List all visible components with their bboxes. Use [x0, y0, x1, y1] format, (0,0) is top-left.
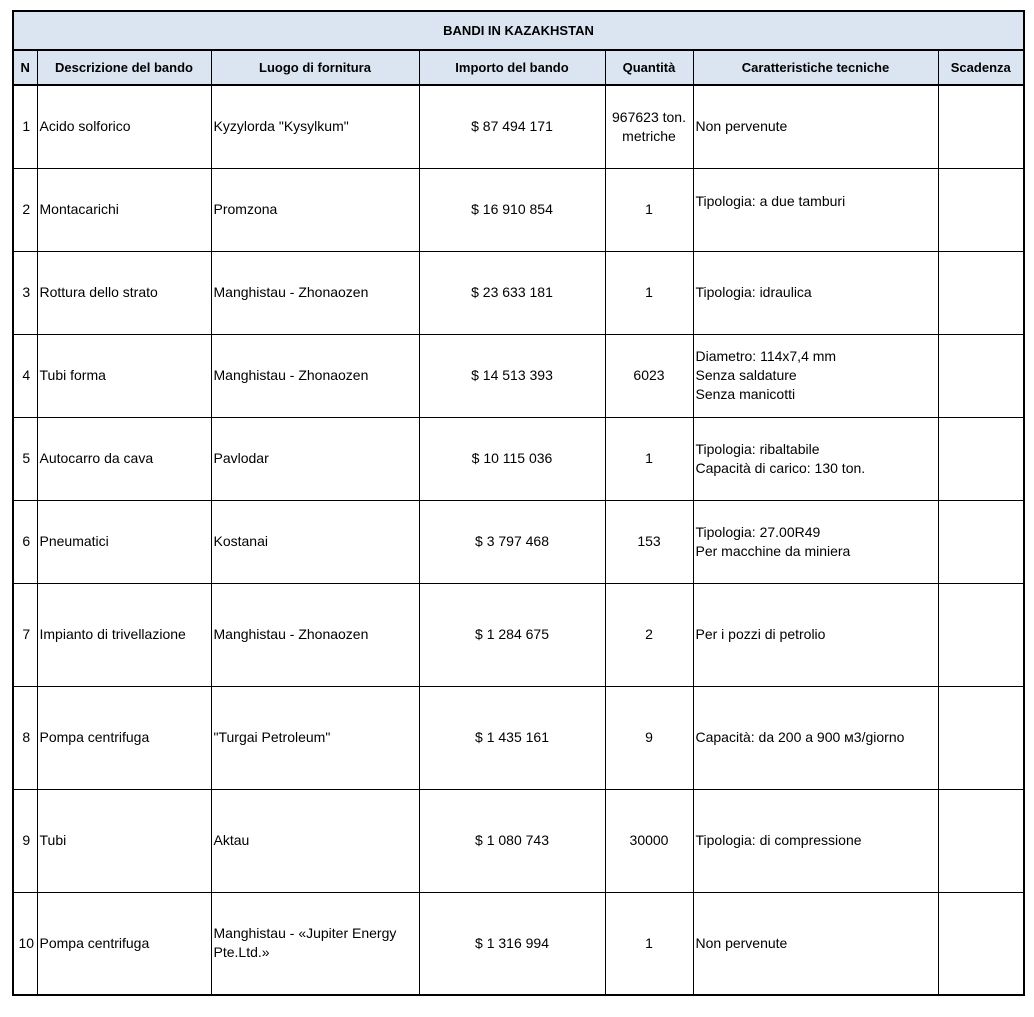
cell-scadenza: [938, 417, 1024, 500]
table-title: BANDI IN KAZAKHSTAN: [13, 11, 1024, 50]
cell-luogo: Promzona: [211, 168, 419, 251]
cell-descrizione: Pompa centrifuga: [37, 686, 211, 789]
cell-luogo: Kostanai: [211, 500, 419, 583]
cell-descrizione: Autocarro da cava: [37, 417, 211, 500]
table-row: [13, 892, 1024, 995]
cell-luogo: "Turgai Petroleum": [211, 686, 419, 789]
cell-importo: $ 1 316 994: [419, 892, 605, 995]
header-luogo: Luogo di fornitura: [211, 50, 419, 85]
cell-importo: $ 1 080 743: [419, 789, 605, 892]
header-n: N: [13, 50, 37, 85]
cell-n: 6: [13, 500, 37, 583]
cell-n: 2: [13, 168, 37, 251]
cell-scadenza: [938, 334, 1024, 417]
cell-quantita: 2: [605, 583, 693, 686]
header-importo: Importo del bando: [419, 50, 605, 85]
table-row: [13, 417, 1024, 500]
cell-luogo: Manghistau - Zhonaozen: [211, 583, 419, 686]
header-tecniche: Caratteristiche tecniche: [693, 50, 938, 85]
cell-descrizione: Pneumatici: [37, 500, 211, 583]
cell-tecniche: Capacità: da 200 a 900 м3/giorno: [693, 686, 938, 789]
cell-descrizione: Tubi forma: [37, 334, 211, 417]
cell-quantita: 6023: [605, 334, 693, 417]
header-quantita: Quantità: [605, 50, 693, 85]
cell-descrizione: Acido solforico: [37, 85, 211, 168]
table-row: [13, 85, 1024, 168]
cell-luogo: Manghistau - «Jupiter Energy Pte.Ltd.»: [211, 892, 419, 995]
cell-luogo: Manghistau - Zhonaozen: [211, 334, 419, 417]
cell-tecniche: Tipologia: a due tamburi: [693, 168, 938, 251]
header-scadenza: Scadenza: [938, 50, 1024, 85]
table-row: [13, 251, 1024, 334]
cell-n: 8: [13, 686, 37, 789]
cell-descrizione: Pompa centrifuga: [37, 892, 211, 995]
cell-tecniche: Tipologia: di compressione: [693, 789, 938, 892]
tenders-table: [12, 10, 1025, 996]
cell-tecniche: Diametro: 114x7,4 mm Senza saldature Senza manicotti: [693, 334, 938, 417]
cell-n: 1: [13, 85, 37, 168]
cell-importo: $ 87 494 171: [419, 85, 605, 168]
cell-quantita: 1: [605, 417, 693, 500]
cell-tecniche: Non pervenute: [693, 85, 938, 168]
cell-descrizione: Rottura dello strato: [37, 251, 211, 334]
cell-quantita: 1: [605, 892, 693, 995]
title-row: [13, 11, 1024, 50]
cell-scadenza: [938, 892, 1024, 995]
cell-tecniche: Tipologia: 27.00R49 Per macchine da miniera: [693, 500, 938, 583]
cell-quantita: 1: [605, 251, 693, 334]
header-descrizione: Descrizione del bando: [37, 50, 211, 85]
cell-importo: $ 14 513 393: [419, 334, 605, 417]
table-row: [13, 789, 1024, 892]
cell-descrizione: Impianto di trivellazione: [37, 583, 211, 686]
cell-n: 3: [13, 251, 37, 334]
cell-luogo: Manghistau - Zhonaozen: [211, 251, 419, 334]
cell-n: 5: [13, 417, 37, 500]
header-row: [13, 50, 1024, 85]
cell-n: 7: [13, 583, 37, 686]
cell-scadenza: [938, 500, 1024, 583]
cell-importo: $ 16 910 854: [419, 168, 605, 251]
cell-luogo: Kyzylorda "Kysylkum": [211, 85, 419, 168]
cell-quantita: 30000: [605, 789, 693, 892]
cell-scadenza: [938, 686, 1024, 789]
cell-scadenza: [938, 789, 1024, 892]
cell-scadenza: [938, 85, 1024, 168]
cell-importo: $ 10 115 036: [419, 417, 605, 500]
cell-n: 10: [13, 892, 37, 995]
cell-importo: $ 1 284 675: [419, 583, 605, 686]
cell-descrizione: Tubi: [37, 789, 211, 892]
cell-importo: $ 23 633 181: [419, 251, 605, 334]
cell-quantita: 9: [605, 686, 693, 789]
table-row: [13, 334, 1024, 417]
cell-importo: $ 1 435 161: [419, 686, 605, 789]
cell-quantita: 1: [605, 168, 693, 251]
cell-quantita: 967623 ton. metriche: [605, 85, 693, 168]
table-row: [13, 500, 1024, 583]
cell-luogo: Aktau: [211, 789, 419, 892]
cell-importo: $ 3 797 468: [419, 500, 605, 583]
cell-n: 9: [13, 789, 37, 892]
table-row: [13, 686, 1024, 789]
cell-tecniche: Tipologia: idraulica: [693, 251, 938, 334]
cell-descrizione: Montacarichi: [37, 168, 211, 251]
table-row: [13, 583, 1024, 686]
cell-n: 4: [13, 334, 37, 417]
cell-scadenza: [938, 583, 1024, 686]
cell-tecniche: Tipologia: ribaltabile Capacità di carico: 130 ton.: [693, 417, 938, 500]
cell-scadenza: [938, 251, 1024, 334]
table-row: [13, 168, 1024, 251]
cell-quantita: 153: [605, 500, 693, 583]
cell-scadenza: [938, 168, 1024, 251]
cell-luogo: Pavlodar: [211, 417, 419, 500]
cell-tecniche: Non pervenute: [693, 892, 938, 995]
cell-tecniche: Per i pozzi di petrolio: [693, 583, 938, 686]
